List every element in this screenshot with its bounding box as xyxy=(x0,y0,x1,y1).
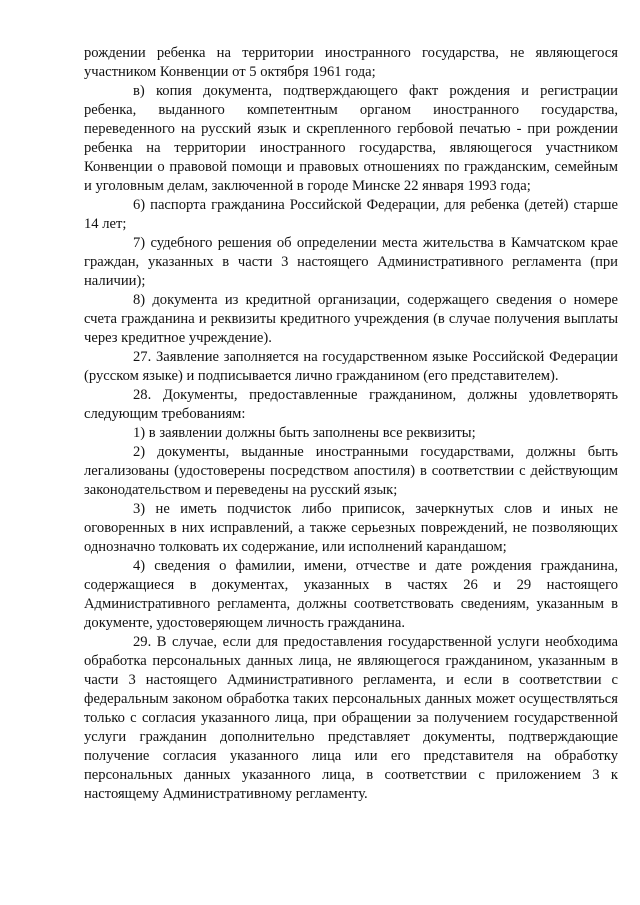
document-page xyxy=(84,44,618,804)
paragraph-item-6: 6) паспорта гражданина Российской Федерации, для ребенка (детей) старше 14 лет; xyxy=(84,197,618,232)
paragraph-section-28: 28. Документы, предоставленные гражданином, должны удовлетворять следующим требованиям: xyxy=(84,387,618,422)
paragraph-requirement-1: 1) в заявлении должны быть заполнены все реквизиты; xyxy=(133,425,476,441)
paragraph-item-v: в) копия документа, подтверждающего факт рождения и регистрации ребенка, выданного компетентным органом иностранного государства, переведенного на русский язык и скрепленного гербовой печатью - при рождении ребенка на территории иностранного государства, являющегося участником Конвенции о правовой помощи и правовых отношениях по гражданским, семейным и уголовным делам, заключенной в городе Минске 22 января 1993 года; xyxy=(84,83,618,194)
paragraph-section-29: 29. В случае, если для предоставления государственной услуги необходима обработка персональных данных лица, не являющегося гражданином, указанным в части 3 настоящего Административного регламента, и если в соответствии с федеральным законом обработка таких персональных данных может осуществляться только с согласия указанного лица, при обращении за получением государственной услуги гражданин дополнительно представляет документы, подтверждающие получение согласия указанного лица или его представителя на обработку персональных данных указанного лица, в соответствии с приложением 3 к настоящему Административному регламенту. xyxy=(84,634,618,802)
paragraph-item-8: 8) документа из кредитной организации, содержащего сведения о номере счета гражданина и реквизиты кредитного учреждения (в случае получения выплаты через кредитное учреждение). xyxy=(84,292,618,346)
paragraph-continuation: рождении ребенка на территории иностранного государства, не являющегося участником Конвенции от 5 октября 1961 года; xyxy=(84,45,618,80)
paragraph-requirement-2: 2) документы, выданные иностранными государствами, должны быть легализованы (удостоверены посредством апостиля) в соответствии с действующим законодательством и переведены на русский язык; xyxy=(84,444,618,498)
paragraph-section-27: 27. Заявление заполняется на государственном языке Российской Федерации (русском языке) и подписывается лично гражданином (его представителем). xyxy=(84,349,618,384)
paragraph-item-7: 7) судебного решения об определении места жительства в Камчатском крае граждан, указанных в части 3 настоящего Административного регламента (при наличии); xyxy=(84,235,618,289)
paragraph-requirement-3: 3) не иметь подчисток либо приписок, зачеркнутых слов и иных не оговоренных в них исправлений, а также серьезных повреждений, не позволяющих однозначно толковать их содержание, или исполнений карандашом; xyxy=(84,501,618,555)
paragraph-requirement-4: 4) сведения о фамилии, имени, отчестве и дате рождения гражданина, содержащиеся в документах, указанных в частях 26 и 29 настоящего Административного регламента, должны соответствовать сведениям, указанным в документе, удостоверяющем личность гражданина. xyxy=(84,558,618,631)
